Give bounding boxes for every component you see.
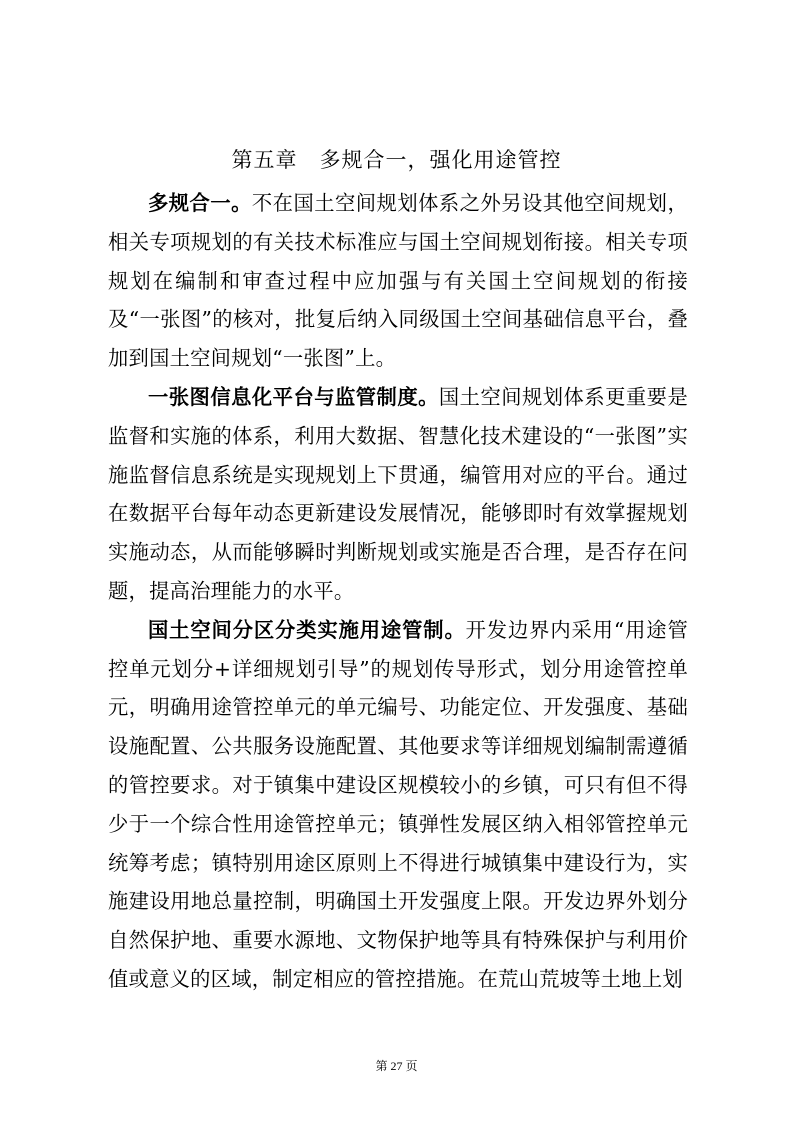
paragraph-lead: 一张图信息化平台与监管制度。 xyxy=(148,384,439,409)
paragraph-lead: 国土空间分区分类实施用途管制。 xyxy=(148,617,466,642)
paragraph-lead: 多规合一。 xyxy=(148,191,252,215)
paragraph-multi-plan-integration xyxy=(108,184,688,378)
page-number-suffix: 页 xyxy=(405,1059,418,1073)
page-number-prefix: 第 xyxy=(375,1059,388,1073)
body-text xyxy=(108,184,688,999)
chapter-title: 第五章 多规合一，强化用途管控 xyxy=(231,148,562,172)
paragraph-text: 国土空间规划体系更重要是监督和实施的体系，利用大数据、智慧化技术建设的“一张图”实施监督信息系统是实现规划上下贯通，编管用对应的平台。通过在数据平台每年动态更新建设发展情况，能够即时有效掌握规划实施动态，从而能够瞬时判断规划或实施是否合理，是否存在问题，提高治理能力的水平。 xyxy=(108,384,688,603)
page-number xyxy=(0,1058,793,1074)
paragraph-one-map-platform xyxy=(108,378,688,611)
paragraph-text: 开发边界内采用“用途管控单元划分+详细规划引导”的规划传导形式，划分用途管控单元，明确用途管控单元的单元编号、功能定位、开发强度、基础设施配置、公共服务设施配置、其他要求等详细规划编制需遵循的管控要求。对于镇集中建设区规模较小的乡镇，可只有但不得少于一个综合性用途管控单元；镇弹性发展区纳入相邻管控单元统筹考虑；镇特别用途区原则上不得进行城镇集中建设行为，实施建设用地总量控制，明确国土开发强度上限。开发边界外划分自然保护地、重要水源地、文物保护地等具有特殊保护与利用价值或意义的区域，制定相应的管控措施。在荒山荒坡等土地上划 xyxy=(108,617,688,991)
page-number-value: 27 xyxy=(390,1059,403,1073)
paragraph-zoning-use-control xyxy=(108,611,688,999)
paragraph-text: 不在国土空间规划体系之外另设其他空间规划，相关专项规划的有关技术标准应与国土空间规划衔接。相关专项规划在编制和审查过程中应加强与有关国土空间规划的衔接及“一张图”的核对，批复后纳入同级国土空间基础信息平台，叠加到国土空间规划“一张图”上。 xyxy=(108,191,688,371)
